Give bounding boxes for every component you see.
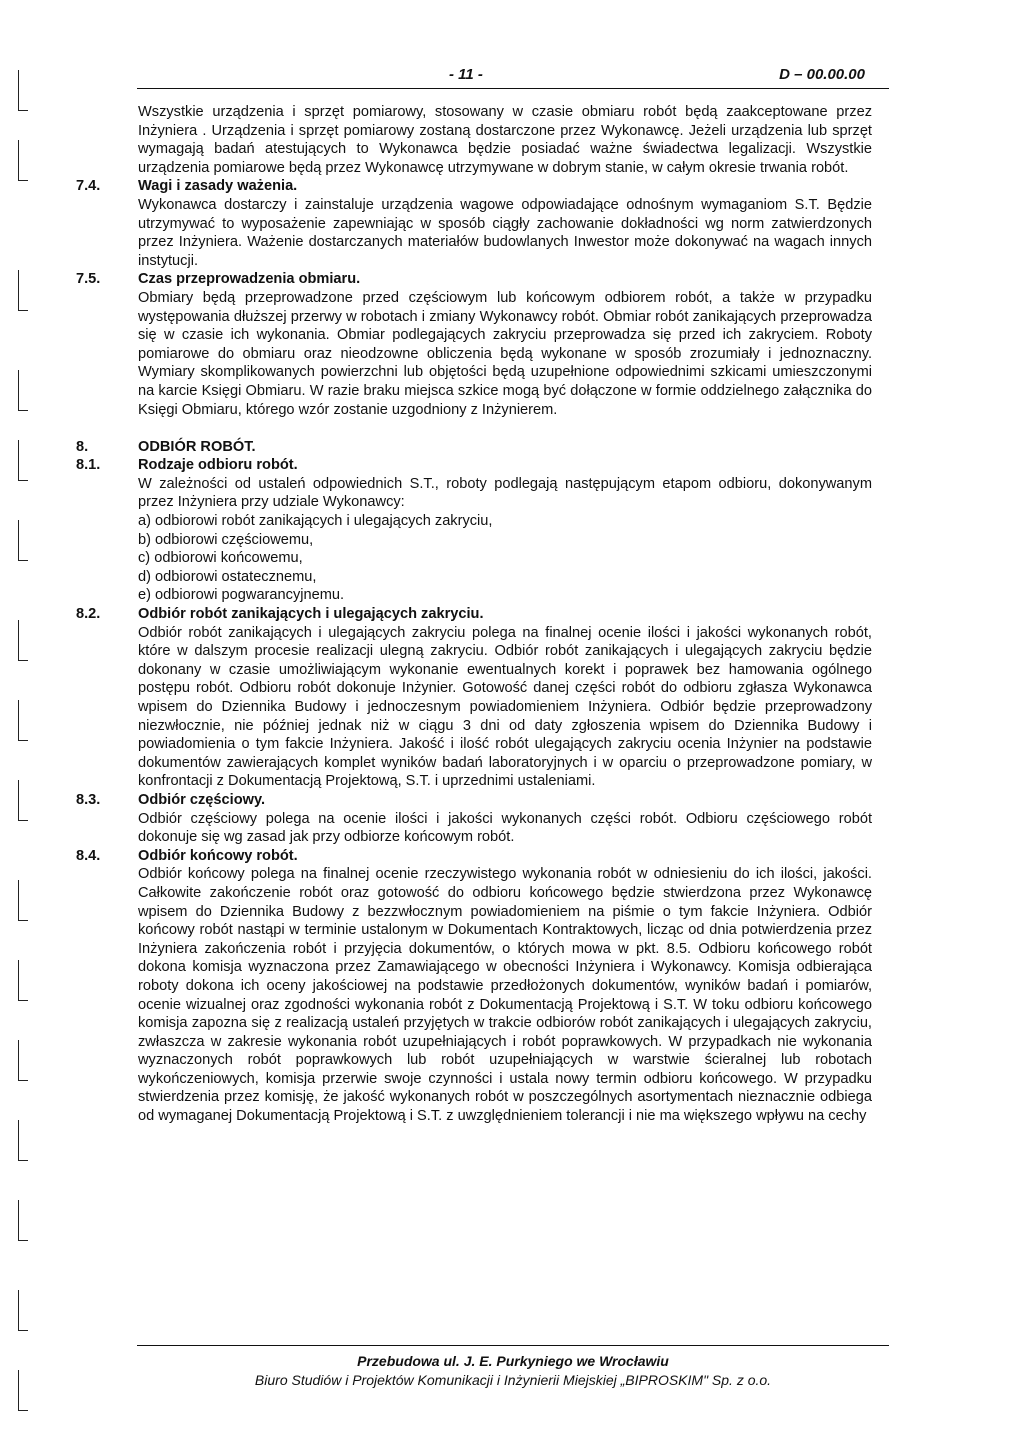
list-item: b) odbiorowi częściowemu,: [138, 531, 314, 548]
section-title: Odbiór końcowy robót.: [138, 847, 298, 864]
section-number: 7.4.: [76, 178, 101, 195]
binding-mark: [18, 780, 28, 821]
section-8-3-body: Odbiór częściowy polega na ocenie ilości i jakości wykonanych części robót. Odbioru częściowego robót dokonuje się wg zasad jak przy odbiorze końcowym robót.: [138, 810, 872, 846]
section-8-3-heading: [76, 791, 872, 810]
binding-mark: [18, 620, 28, 661]
acceptance-types-list: [138, 512, 872, 605]
section-number: 8.1.: [76, 457, 101, 474]
footer-project-name: Przebudowa ul. J. E. Purkyniego we Wrocławiu: [357, 1353, 669, 1369]
list-item: a) odbiorowi robót zanikających i ulegających zakryciu,: [138, 513, 493, 530]
binding-mark: [18, 140, 28, 181]
section-8-2-heading: [76, 605, 872, 624]
section-number: 8.2.: [76, 606, 101, 623]
page-footer: [137, 1345, 889, 1390]
section-8-heading: [76, 438, 872, 457]
section-title: Wagi i zasady ważenia.: [138, 178, 298, 195]
binding-mark: [18, 880, 28, 921]
binding-mark: [18, 370, 28, 411]
binding-marks: [0, 0, 60, 1432]
section-number: 7.5.: [76, 271, 101, 288]
section-8-1-heading: [76, 456, 872, 475]
section-7-4-body: Wykonawca dostarczy i zainstaluje urządzenia wagowe odpowiadające odnośnym wymaganiom S.T. Będzie utrzymywać to wyposażenie zapewniając w sposób ciągły zachowanie dokładności wg norm zatwierdzonych przez Inżyniera. Ważenie dostarczanych materiałów budowlanych Inwestor może dokonywać na wagach innych instytucji.: [138, 196, 872, 269]
binding-mark: [18, 70, 28, 111]
section-8-2-body: Odbiór robót zanikających i ulegających zakryciu polega na finalnej ocenie ilości i jakości wykonanych robót, które w dalszym procesie realizacji ulegną zakryciu. Odbiór robót zanikających i ulegających zakryciu będzie dokonany w czasie umożliwiającym wykonanie ewentualnych korekt i poprawek bez hamowania ogólnego postępu robót. Odbioru robót dokonuje Inżynier. Gotowość danej części robót do odbioru zgłasza Wykonawca wpisem do Dziennika Budowy i jednoczesnym powiadomieniem Inżyniera. Odbiór będzie przeprowadzony niezwłocznie, nie później jednak niż w ciągu 3 dni od daty zgłoszenia wpisem do Dziennika Budowy i powiadomienia o tym fakcie Inżyniera. Jakość i ilość robót ulegających zakryciu ocenia Inżynier na podstawie dokumentów zawierających komplet wyników badań laboratoryjnych i w oparciu o przeprowadzone pomiary, w konfrontacji z Dokumentacją Projektową, S.T. i uprzednimi ustaleniami.: [138, 624, 872, 790]
section-number: 8.3.: [76, 791, 101, 808]
section-title: ODBIÓR ROBÓT.: [138, 438, 256, 455]
section-title: Czas przeprowadzenia obmiaru.: [138, 271, 361, 288]
intro-paragraph: Wszystkie urządzenia i sprzęt pomiarowy, stosowany w czasie obmiaru robót będą zaakceptowane przez Inżyniera . Urządzenia i sprzęt pomiarowy zostaną dostarczone przez Wykonawcę. Jeżeli urządzenia lub sprzęt wymagają badań atestujących to Wykonawca będzie posiadać ważne świadectwa legalizacji. Wszystkie urządzenia pomiarowe będą przez Wykonawcę utrzymywane w dobrym stanie, w całym okresie trwania robót.: [138, 104, 872, 176]
binding-mark: [18, 1290, 28, 1331]
binding-mark: [18, 440, 28, 481]
binding-mark: [18, 1200, 28, 1241]
section-number: 8.4.: [76, 847, 101, 864]
list-item: d) odbiorowi ostatecznemu,: [138, 568, 317, 585]
binding-mark: [18, 1040, 28, 1081]
binding-mark: [18, 700, 28, 741]
section-7-4-heading: [76, 177, 872, 196]
document-body: [76, 103, 872, 1126]
section-title: Odbiór robót zanikających i ulegających zakryciu.: [138, 606, 484, 623]
section-title: Odbiór częściowy.: [138, 791, 266, 808]
binding-mark: [18, 1120, 28, 1161]
footer-company-name: Biuro Studiów i Projektów Komunikacji i Inżynierii Miejskiej „BIPROSKIM" Sp. z o.o.: [254, 1372, 772, 1388]
section-8-4-heading: [76, 847, 872, 866]
page-number: - 11 -: [449, 66, 483, 83]
binding-mark: [18, 960, 28, 1001]
binding-mark: [18, 520, 28, 561]
binding-mark: [18, 270, 28, 311]
list-item: c) odbiorowi końcowemu,: [138, 550, 303, 567]
section-7-5-heading: [76, 270, 872, 289]
document-code: D – 00.00.00: [779, 66, 865, 83]
section-title: Rodzaje odbioru robót.: [138, 457, 298, 474]
section-8-1-body: W zależności od ustaleń odpowiednich S.T., roboty podlegają następującym etapom odbioru, dokonywanym przez Inżyniera przy udziale Wykonawcy:: [138, 475, 872, 511]
section-7-5-body: Obmiary będą przeprowadzone przed częściowym lub końcowym odbiorem robót, a także w przypadku występowania dłuższej przerwy w robotach i zmiany Wykonawcy robót. Obmiar robót zanikających przeprowadza się w czasie ich wykonania. Obmiar podlegających zakryciu przeprowadza się przed ich zakryciem. Roboty pomiarowe do obmiaru oraz nieodzowne obliczenia będą wykonane w sposób zrozumiały i jednoznaczny. Wymiary skomplikowanych powierzchni lub objętości będą uzupełnione odpowiednimi szkicami umieszczonymi na karcie Księgi Obmiaru. W razie braku miejsca szkice mogą być dołączone w formie oddzielnego załącznika do Księgi Obmiaru, którego wzór zostanie uzgodniony z Inżynierem.: [138, 289, 872, 418]
page-header: [137, 66, 889, 89]
list-item: e) odbiorowi pogwarancyjnemu.: [138, 587, 345, 604]
binding-mark: [18, 1370, 28, 1411]
section-8-4-body: Odbiór końcowy polega na finalnej ocenie rzeczywistego wykonania robót w odniesieniu do ich ilości, jakości. Całkowite zakończenie robót oraz gotowość do odbioru końcowego będzie stwierdzona przez Wykonawcę wpisem do Dziennika Budowy z bezzwłocznym powiadomieniem na piśmie o tym fakcie Inżyniera. Odbiór końcowy robót nastąpi w terminie ustalonym w Dokumentach Kontraktowych, licząc od dnia potwierdzenia przez Inżyniera zakończenia robót i przyjęcia dokumentów, o których mowa w pkt. 8.5. Odbioru końcowego robót dokona komisja wyznaczona przez Zamawiającego w obecności Inżyniera i Wykonawcy. Komisja odbierająca roboty dokona ich oceny jakościowej na podstawie przedłożonych dokumentów, wyników badań i pomiarów, ocenie wizualnej oraz zgodności wykonania robót z Dokumentacją Projektową i S.T. W toku odbioru końcowego komisja zapozna się z realizacją ustaleń przyjętych w trakcie odbiorów robót zanikających i ulegających zakryciu, zwłaszcza w zakresie wykonania robót uzupełniających i robót poprawkowych. W przypadkach nie wykonania wyznaczonych robót poprawkowych lub robót uzupełniających w warstwie ścieralnej lub robotach wykończeniowych, komisja przerwie swoje czynności i ustala nowy termin odbioru końcowego. W przypadku stwierdzenia przez komisję, że jakość wykonanych robót w poszczególnych asortymentach nieznacznie odbiega od wymaganej Dokumentacją Projektową i S.T. z uwzględnieniem tolerancji i nie ma większego wpływu na cechy: [138, 866, 872, 1125]
section-number: 8.: [76, 438, 89, 455]
